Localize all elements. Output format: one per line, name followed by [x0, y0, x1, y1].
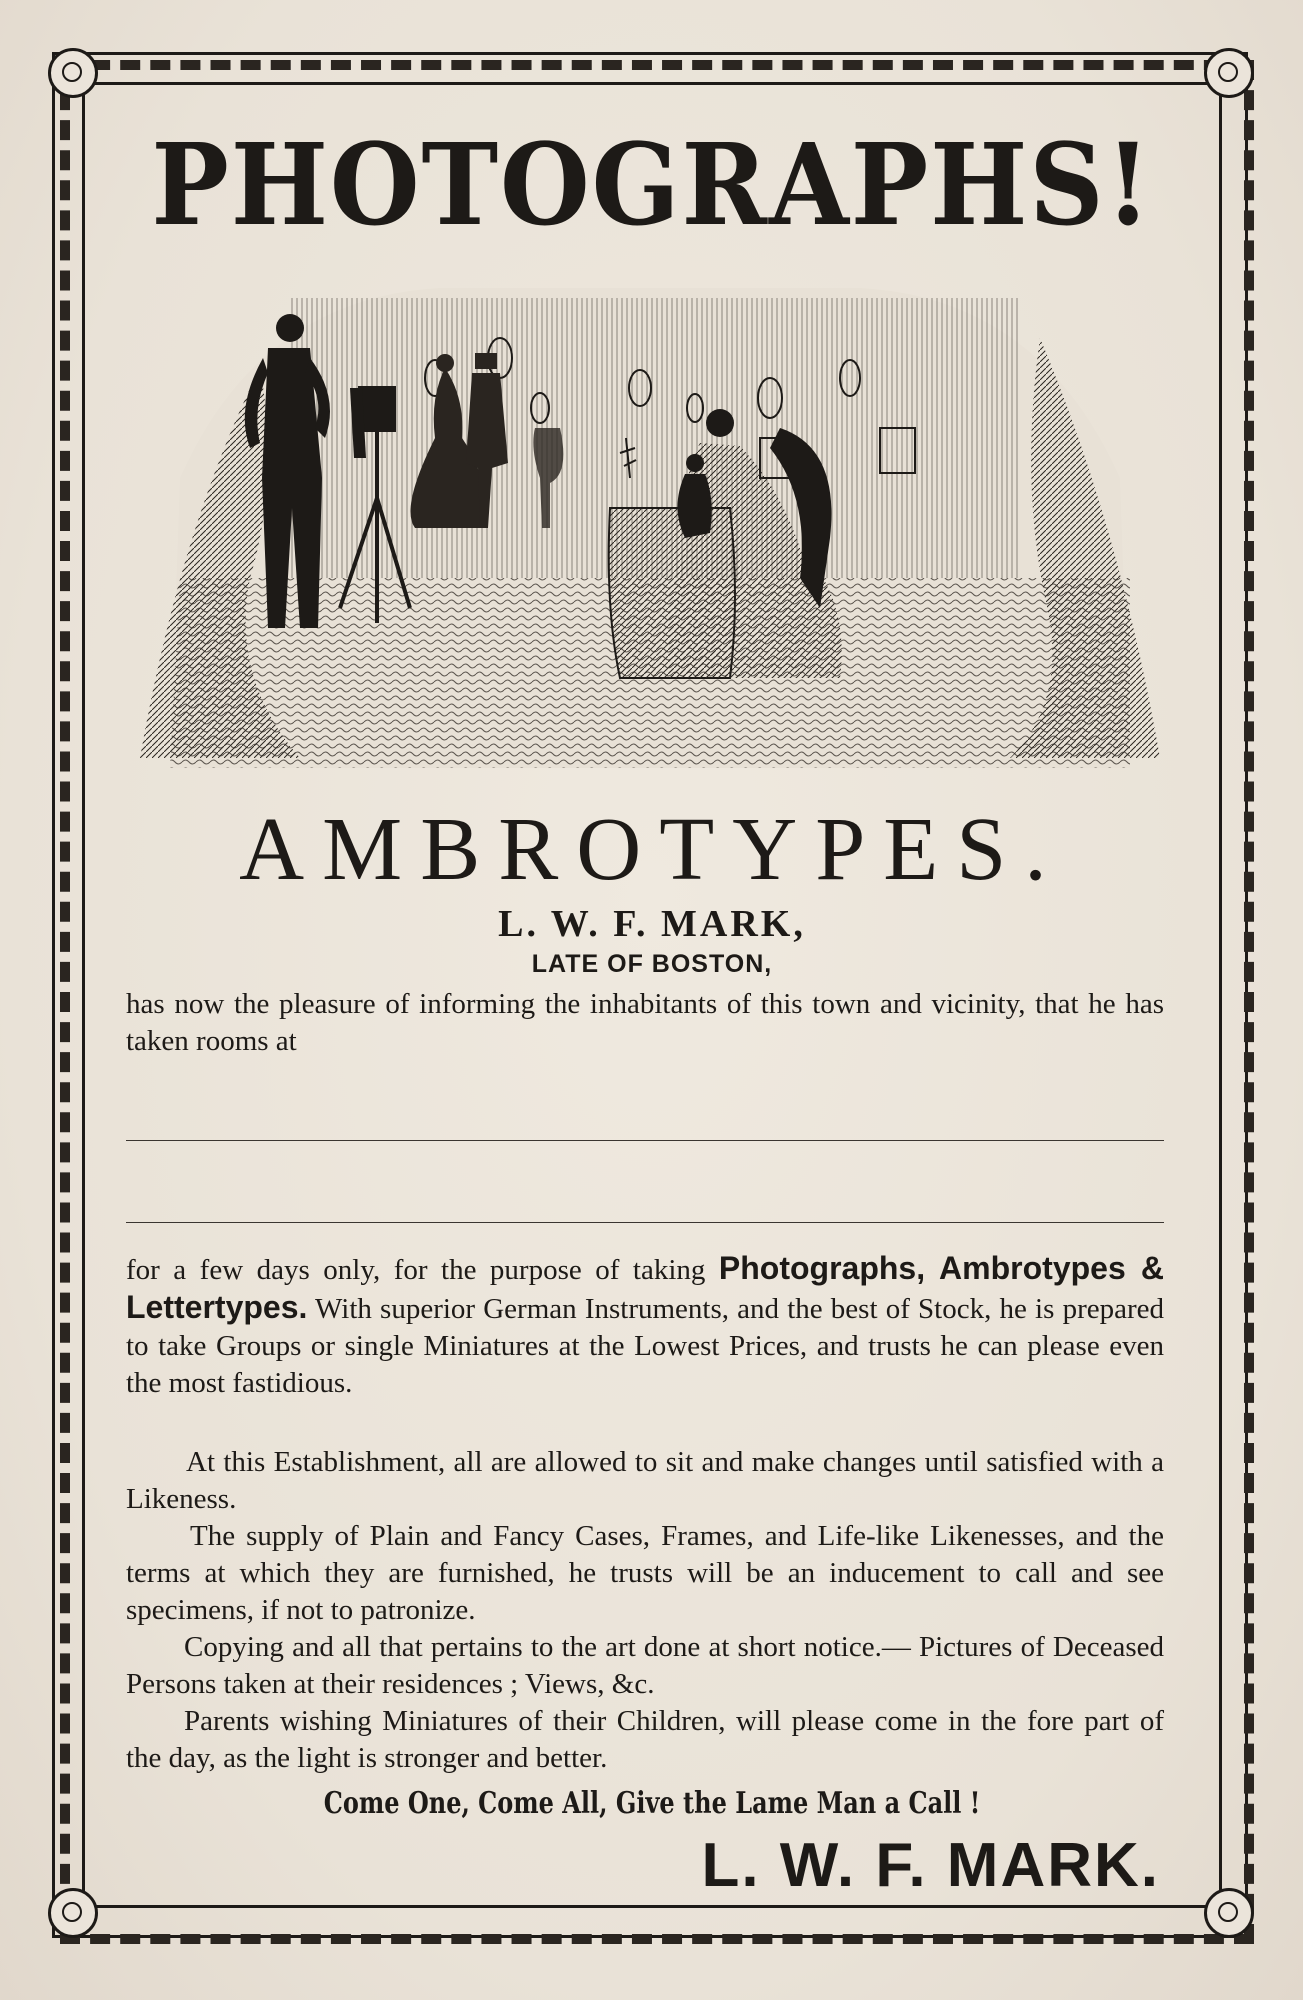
paragraph-copying: Copying and all that pertains to the art done at short notice.— Pictures of Deceased Persons taken at their residences ; Views, &c. [126, 1631, 1164, 1700]
services-paragraph [126, 1250, 1164, 1402]
paragraph-children: Parents wishing Miniatures of their Children, will please come in the fore part of the day, as the light is stronger and better. [126, 1705, 1164, 1774]
services-emphasis: Photographs, Ambrotypes & Lettertypes. [126, 1250, 1165, 1325]
proprietor-name: L. W. F. MARK, [498, 903, 806, 945]
studio-engraving [140, 278, 1160, 783]
corner-ornament-icon [1204, 48, 1254, 98]
services-lead: for a few days only, for the purpose of taking [126, 1254, 706, 1286]
paragraph-sitting: At this Establishment, all are allowed to sit and make changes until satisfied with a Likeness. [126, 1446, 1164, 1515]
signature: L. W. F. MARK. [701, 1831, 1160, 1900]
slogan: Come One, Come All, Give the Lame Man a Call ! [323, 1786, 981, 1821]
corner-ornament-icon [48, 1888, 98, 1938]
headline: PHOTOGRAPHS! [151, 120, 1153, 251]
corner-ornament-icon [48, 48, 98, 98]
services-rest: With superior German Instruments, and the best of Stock, he is prepared to take Groups or single Miniatures at the Lowest Prices, and trusts he can please even the most fastidious. [126, 1293, 1164, 1399]
address-blank-line [126, 1140, 1164, 1141]
paragraph-cases: The supply of Plain and Fancy Cases, Frames, and Life-like Likenesses, and the terms at which they are furnished, he trusts will be an inducement to call and see specimens, if not to patronize. [126, 1520, 1164, 1626]
subhead: AMBROTYPES. [239, 800, 1065, 899]
corner-ornament-icon [1204, 1888, 1254, 1938]
address-blank-line [126, 1222, 1164, 1223]
intro-paragraph: has now the pleasure of informing the inhabitants of this town and vicinity, that he has taken rooms at [126, 988, 1164, 1057]
proprietor-origin: LATE OF BOSTON, [531, 950, 773, 978]
